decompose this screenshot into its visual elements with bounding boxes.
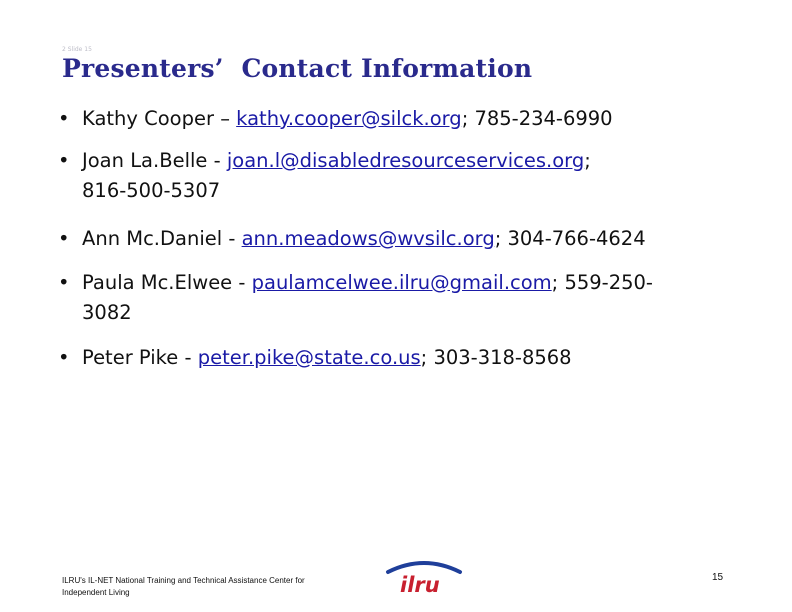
contact-item-continuation [58,176,220,206]
contact-phone: 816-500-5307 [82,179,221,202]
slide-title: Presenters’ Contact Information [62,54,533,83]
contact-name: Paula Mc.Elwee - [82,271,252,294]
slide-tag: 2 Slide 15 [62,46,92,53]
contact-item-continuation [58,298,132,328]
contact-phone: ; 785-234-6990 [461,107,613,130]
contact-phone: ; 304-766-4624 [494,227,646,250]
bullet-icon: • [58,271,70,294]
page-number: 15 [712,572,724,583]
email-link[interactable]: joan.l@disabledresourceservices.org [226,149,585,172]
email-link[interactable]: paulamcelwee.ilru@gmail.com [251,271,552,294]
contact-item [58,343,572,373]
bullet-icon: • [58,107,70,130]
bullet-icon: • [58,346,70,369]
footer-line: Independent Living [62,588,130,597]
bullet-icon: • [58,149,70,172]
email-link[interactable]: kathy.cooper@silck.org [236,107,462,130]
contact-name: Peter Pike - [82,346,198,369]
contact-name: Ann Mc.Daniel - [82,227,242,250]
contact-phone: ; 559-250- [551,271,653,294]
footer-line: ILRU's IL-NET National Training and Technical Assistance Center for [62,576,305,585]
contact-name: Kathy Cooper – [82,107,237,130]
footer-organization [62,575,352,599]
contact-phone: ; [584,149,591,172]
contact-item [58,224,646,254]
contact-phone: ; 303-318-8568 [420,346,572,369]
contact-item [58,146,591,176]
email-link[interactable]: peter.pike@state.co.us [197,346,421,369]
contact-name: Joan La.Belle - [82,149,227,172]
bullet-icon: • [58,227,70,250]
ilru-logo-icon [384,556,464,596]
contact-item [58,268,653,298]
email-link[interactable]: ann.meadows@wvsilc.org [241,227,495,250]
contact-item [58,104,613,134]
logo-text: ilru [400,573,440,596]
contact-phone: 3082 [82,301,132,324]
